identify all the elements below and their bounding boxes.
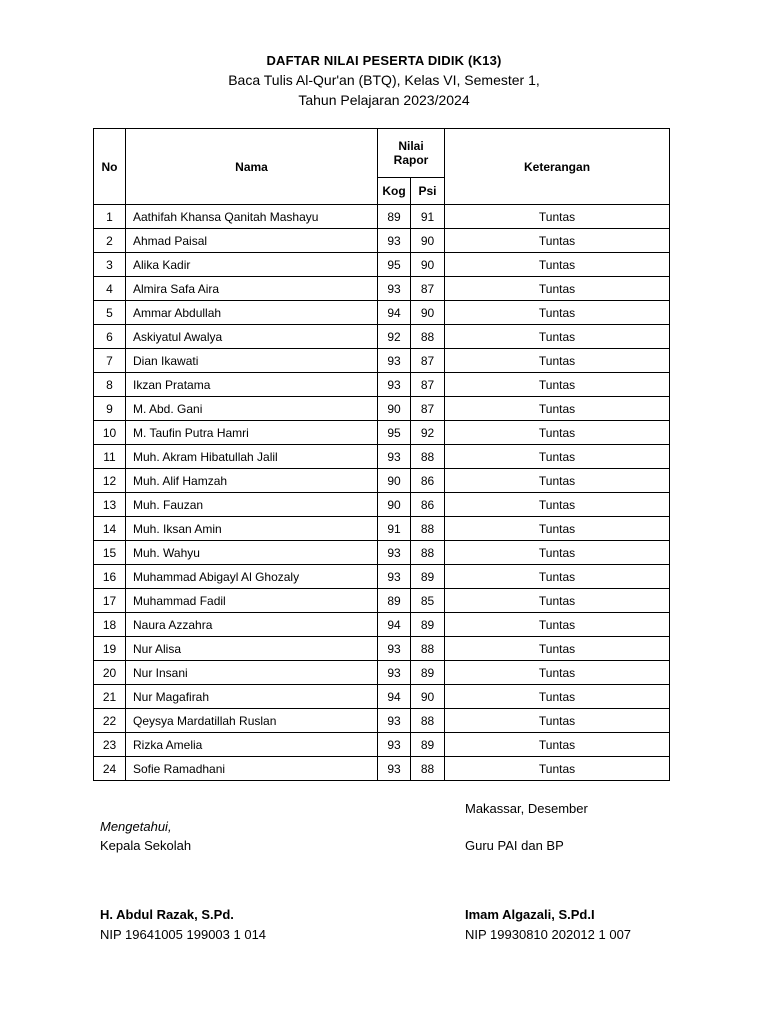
row-keterangan: Tuntas: [445, 301, 670, 325]
row-kog: 91: [378, 517, 411, 541]
row-keterangan: Tuntas: [445, 421, 670, 445]
row-nama: Rizka Amelia: [126, 733, 378, 757]
row-no: 13: [94, 493, 126, 517]
row-psi: 85: [411, 589, 445, 613]
row-kog: 94: [378, 301, 411, 325]
row-nama: Aathifah Khansa Qanitah Mashayu: [126, 205, 378, 229]
row-kog: 93: [378, 757, 411, 781]
row-kog: 93: [378, 349, 411, 373]
row-psi: 88: [411, 517, 445, 541]
row-psi: 86: [411, 493, 445, 517]
row-psi: 86: [411, 469, 445, 493]
row-keterangan: Tuntas: [445, 325, 670, 349]
row-no: 14: [94, 517, 126, 541]
row-nama: Muh. Akram Hibatullah Jalil: [126, 445, 378, 469]
row-keterangan: Tuntas: [445, 445, 670, 469]
row-nama: Nur Alisa: [126, 637, 378, 661]
row-nama: Almira Safa Aira: [126, 277, 378, 301]
table-row: [94, 637, 670, 661]
row-keterangan: Tuntas: [445, 205, 670, 229]
row-keterangan: Tuntas: [445, 685, 670, 709]
row-nama: Muhammad Fadil: [126, 589, 378, 613]
header-nilai-label: Nilai: [398, 139, 424, 153]
table-row: [94, 541, 670, 565]
row-no: 11: [94, 445, 126, 469]
row-keterangan: Tuntas: [445, 469, 670, 493]
row-keterangan: Tuntas: [445, 541, 670, 565]
table-row: [94, 349, 670, 373]
row-kog: 94: [378, 613, 411, 637]
row-no: 7: [94, 349, 126, 373]
table-row: [94, 445, 670, 469]
row-keterangan: Tuntas: [445, 253, 670, 277]
row-no: 17: [94, 589, 126, 613]
table-header-row: [94, 129, 670, 178]
teacher-nip: NIP 19930810 202012 1 007: [465, 927, 632, 942]
row-no: 20: [94, 661, 126, 685]
row-no: 10: [94, 421, 126, 445]
row-keterangan: Tuntas: [445, 733, 670, 757]
row-psi: 87: [411, 349, 445, 373]
row-psi: 90: [411, 301, 445, 325]
row-psi: 87: [411, 277, 445, 301]
row-psi: 92: [411, 421, 445, 445]
table-row: [94, 397, 670, 421]
row-no: 15: [94, 541, 126, 565]
row-nama: Ammar Abdullah: [126, 301, 378, 325]
row-psi: 91: [411, 205, 445, 229]
row-kog: 95: [378, 421, 411, 445]
row-no: 12: [94, 469, 126, 493]
row-nama: Askiyatul Awalya: [126, 325, 378, 349]
principal-name: H. Abdul Razak, S.Pd.: [100, 907, 234, 922]
principal-nip: NIP 19641005 199003 1 014: [100, 927, 267, 942]
table-row: [94, 373, 670, 397]
row-no: 5: [94, 301, 126, 325]
row-psi: 90: [411, 229, 445, 253]
row-kog: 93: [378, 637, 411, 661]
principal-role: Kepala Sekolah: [100, 838, 192, 853]
row-kog: 93: [378, 733, 411, 757]
row-psi: 87: [411, 373, 445, 397]
header-psi: Psi: [411, 178, 445, 205]
row-nama: Nur Insani: [126, 661, 378, 685]
row-keterangan: Tuntas: [445, 277, 670, 301]
row-keterangan: Tuntas: [445, 613, 670, 637]
table-row: [94, 565, 670, 589]
row-psi: 89: [411, 661, 445, 685]
row-keterangan: Tuntas: [445, 493, 670, 517]
row-kog: 93: [378, 661, 411, 685]
row-no: 16: [94, 565, 126, 589]
row-kog: 90: [378, 397, 411, 421]
row-kog: 93: [378, 277, 411, 301]
row-no: 3: [94, 253, 126, 277]
row-nama: Alika Kadir: [126, 253, 378, 277]
row-psi: 88: [411, 541, 445, 565]
row-psi: 89: [411, 613, 445, 637]
place-date: Makassar, Desember: [465, 801, 588, 816]
row-keterangan: Tuntas: [445, 397, 670, 421]
row-kog: 92: [378, 325, 411, 349]
table-row: [94, 301, 670, 325]
mengetahui-label: Mengetahui,: [100, 819, 172, 834]
row-no: 23: [94, 733, 126, 757]
row-keterangan: Tuntas: [445, 661, 670, 685]
table-row: [94, 589, 670, 613]
row-keterangan: Tuntas: [445, 517, 670, 541]
row-no: 21: [94, 685, 126, 709]
row-nama: Qeysya Mardatillah Ruslan: [126, 709, 378, 733]
row-no: 4: [94, 277, 126, 301]
row-kog: 89: [378, 589, 411, 613]
table-row: [94, 709, 670, 733]
table-row: [94, 517, 670, 541]
table-row: [94, 661, 670, 685]
row-kog: 93: [378, 445, 411, 469]
row-keterangan: Tuntas: [445, 637, 670, 661]
row-psi: 88: [411, 709, 445, 733]
table-row: [94, 325, 670, 349]
row-keterangan: Tuntas: [445, 757, 670, 781]
row-psi: 88: [411, 637, 445, 661]
row-psi: 88: [411, 325, 445, 349]
header-rapor-label: Rapor: [393, 153, 429, 167]
document-subtitle-line1: Baca Tulis Al-Qur'an (BTQ), Kelas VI, Semester 1,: [228, 72, 540, 88]
header-keterangan: Keterangan: [445, 129, 670, 205]
row-keterangan: Tuntas: [445, 373, 670, 397]
row-no: 24: [94, 757, 126, 781]
row-no: 6: [94, 325, 126, 349]
row-psi: 90: [411, 685, 445, 709]
document-subtitle-line2: Tahun Pelajaran 2023/2024: [298, 92, 470, 108]
row-nama: Muh. Fauzan: [126, 493, 378, 517]
row-nama: Ahmad Paisal: [126, 229, 378, 253]
row-no: 18: [94, 613, 126, 637]
table-row: [94, 733, 670, 757]
row-psi: 90: [411, 253, 445, 277]
header-kog: Kog: [378, 178, 411, 205]
grades-table-body: [94, 205, 670, 781]
row-nama: M. Abd. Gani: [126, 397, 378, 421]
table-row: [94, 277, 670, 301]
row-nama: Nur Magafirah: [126, 685, 378, 709]
row-nama: Naura Azzahra: [126, 613, 378, 637]
row-keterangan: Tuntas: [445, 709, 670, 733]
row-no: 19: [94, 637, 126, 661]
row-kog: 90: [378, 493, 411, 517]
document-title: DAFTAR NILAI PESERTA DIDIK (K13): [266, 53, 502, 68]
table-row: [94, 469, 670, 493]
row-psi: 88: [411, 757, 445, 781]
header-nama: Nama: [126, 129, 378, 205]
row-kog: 93: [378, 565, 411, 589]
row-kog: 93: [378, 229, 411, 253]
table-row: [94, 613, 670, 637]
row-kog: 93: [378, 373, 411, 397]
row-keterangan: Tuntas: [445, 565, 670, 589]
row-no: 22: [94, 709, 126, 733]
row-nama: M. Taufin Putra Hamri: [126, 421, 378, 445]
row-kog: 94: [378, 685, 411, 709]
row-nama: Ikzan Pratama: [126, 373, 378, 397]
teacher-name: Imam Algazali, S.Pd.I: [465, 907, 595, 922]
header-nilai-rapor: [378, 129, 445, 178]
row-nama: Dian Ikawati: [126, 349, 378, 373]
table-row: [94, 253, 670, 277]
table-row: [94, 205, 670, 229]
teacher-role: Guru PAI dan BP: [465, 838, 564, 853]
header-no: No: [94, 129, 126, 205]
row-keterangan: Tuntas: [445, 229, 670, 253]
document-header: [0, 52, 768, 110]
row-kog: 90: [378, 469, 411, 493]
table-row: [94, 757, 670, 781]
row-no: 8: [94, 373, 126, 397]
row-nama: Muh. Wahyu: [126, 541, 378, 565]
row-nama: Muh. Alif Hamzah: [126, 469, 378, 493]
row-no: 9: [94, 397, 126, 421]
row-psi: 88: [411, 445, 445, 469]
row-kog: 93: [378, 541, 411, 565]
grades-table: [93, 128, 670, 781]
row-no: 2: [94, 229, 126, 253]
row-nama: Muhammad Abigayl Al Ghozaly: [126, 565, 378, 589]
table-row: [94, 685, 670, 709]
row-psi: 89: [411, 733, 445, 757]
table-row: [94, 421, 670, 445]
row-nama: Muh. Iksan Amin: [126, 517, 378, 541]
row-nama: Sofie Ramadhani: [126, 757, 378, 781]
table-row: [94, 493, 670, 517]
row-kog: 93: [378, 709, 411, 733]
row-kog: 95: [378, 253, 411, 277]
row-psi: 87: [411, 397, 445, 421]
row-kog: 89: [378, 205, 411, 229]
table-row: [94, 229, 670, 253]
row-keterangan: Tuntas: [445, 349, 670, 373]
row-psi: 89: [411, 565, 445, 589]
row-no: 1: [94, 205, 126, 229]
row-keterangan: Tuntas: [445, 589, 670, 613]
